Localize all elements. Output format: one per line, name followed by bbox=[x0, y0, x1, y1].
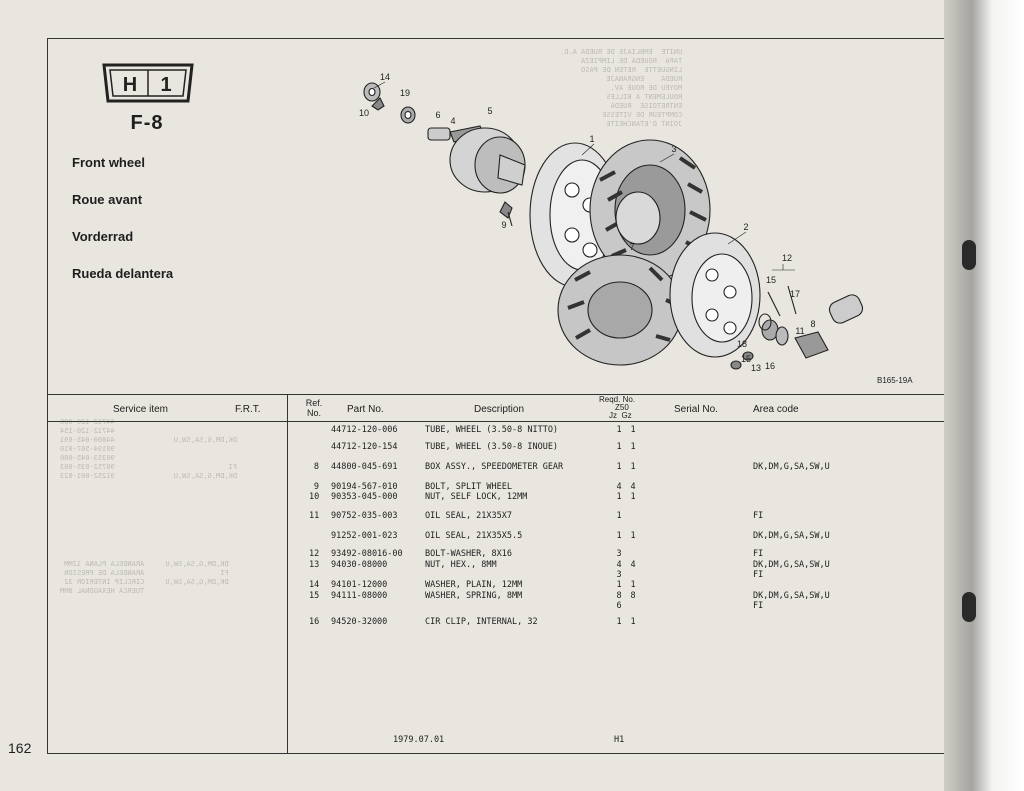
part-12-bolt bbox=[768, 292, 780, 316]
header-area-code: Area code bbox=[753, 404, 799, 415]
row-qty-jz: 1 bbox=[616, 617, 622, 627]
footer-code: H1 bbox=[614, 735, 625, 745]
callout-13: 13 bbox=[750, 363, 762, 373]
column-divider bbox=[287, 394, 288, 754]
row-qty-jz: 1 bbox=[616, 511, 622, 521]
binding-hole bbox=[962, 240, 976, 270]
row-part-no: 44712-120-006 bbox=[331, 425, 398, 435]
row-qty-jz: 6 bbox=[616, 601, 622, 611]
row-area-code: DK,DM,G,SA,SW,U bbox=[753, 560, 830, 570]
row-ref-no: 16 bbox=[309, 617, 320, 627]
row-description: NUT, HEX., 8MM bbox=[425, 560, 497, 570]
row-description: BOLT, SPLIT WHEEL bbox=[425, 482, 512, 492]
row-description: BOX ASSY., SPEEDOMETER GEAR bbox=[425, 462, 564, 472]
header-ref-no: Ref. No. bbox=[305, 398, 323, 418]
row-description: OIL SEAL, 21X35X5.5 bbox=[425, 531, 523, 541]
callout-2: 2 bbox=[743, 222, 749, 232]
row-area-code: FI bbox=[753, 549, 764, 559]
row-qty-gz: 4 bbox=[630, 482, 636, 492]
callout-5: 5 bbox=[487, 106, 493, 116]
part-9-bolt bbox=[500, 202, 512, 218]
row-part-no: 91252-001-023 bbox=[331, 531, 398, 541]
row-description: WASHER, SPRING, 8MM bbox=[425, 591, 523, 601]
callout-6: 6 bbox=[435, 110, 441, 120]
row-qty-jz: 3 bbox=[616, 549, 622, 559]
row-part-no: 90353-045-000 bbox=[331, 492, 398, 502]
table-header-rule bbox=[47, 421, 947, 422]
row-part-no: 94520-32000 bbox=[331, 617, 388, 627]
row-qty-jz: 1 bbox=[616, 531, 622, 541]
bleed-through-text: DK,DM,G,SA,SW,U ARANDELA PLANA 12MM FI ARANDELA DE PRESION DK,DM,G,SA,SW,U CIRCLIP INTERIOR 32 TUERCA HEXAGONAL 8MM bbox=[60, 560, 229, 595]
row-area-code: FI bbox=[753, 570, 764, 580]
row-qty-gz: 4 bbox=[630, 560, 636, 570]
row-ref-no: 10 bbox=[309, 492, 320, 502]
row-part-no: 94111-08000 bbox=[331, 591, 388, 601]
row-part-no: 94030-08000 bbox=[331, 560, 388, 570]
header-service-item: Service item bbox=[113, 404, 169, 415]
title-french: Roue avant bbox=[72, 192, 143, 207]
callout-3: 3 bbox=[671, 144, 677, 154]
exploded-wheel-diagram bbox=[350, 60, 930, 390]
binding-hole bbox=[962, 592, 976, 622]
table-top-rule bbox=[47, 394, 947, 395]
header-reqd-model: Z50 bbox=[615, 403, 629, 412]
row-part-no: 94101-12000 bbox=[331, 580, 388, 590]
row-ref-no: 14 bbox=[309, 580, 320, 590]
row-qty-jz: 1 bbox=[616, 462, 622, 472]
parts-table bbox=[47, 394, 947, 754]
row-qty-gz: 1 bbox=[630, 462, 636, 472]
row-area-code: DK,DM,G,SA,SW,U bbox=[753, 531, 830, 541]
callout-18: 18 bbox=[736, 339, 748, 349]
row-part-no: 44712-120-154 bbox=[331, 442, 398, 452]
row-ref-no: 8 bbox=[313, 462, 319, 472]
callout-8: 8 bbox=[810, 319, 816, 329]
row-description: TUBE, WHEEL (3.50-8 INOUE) bbox=[425, 442, 559, 452]
header-part-no: Part No. bbox=[347, 404, 384, 415]
header-frt: F.R.T. bbox=[235, 404, 261, 415]
row-qty-jz: 1 bbox=[616, 425, 622, 435]
section-code: F-8 bbox=[130, 112, 164, 134]
bleed-through-text: 44712-120-006 44712-120-154 DK,DM,G,SA,SW,U 44800-045-691 90194-567-010 90353-045-000 FI 90752-035-003 DK,DM,G,SA,SW,U 91252-001-023 bbox=[60, 418, 238, 480]
row-part-no: 90752-035-003 bbox=[331, 511, 398, 521]
book-page-edge bbox=[944, 0, 1024, 791]
row-qty-jz: 8 bbox=[616, 591, 622, 601]
part-6-spacer bbox=[428, 128, 450, 140]
title-spanish: Rueda delantera bbox=[72, 266, 174, 281]
row-qty-jz: 1 bbox=[616, 492, 622, 502]
title-english: Front wheel bbox=[72, 155, 145, 170]
figure-code: B165-19A bbox=[877, 376, 913, 385]
header-serial-no: Serial No. bbox=[674, 404, 718, 415]
callout-10: 10 bbox=[358, 108, 370, 118]
callout-7: 7 bbox=[629, 242, 635, 252]
row-qty-jz: 1 bbox=[616, 442, 622, 452]
row-description: BOLT-WASHER, 8X16 bbox=[425, 549, 512, 559]
row-part-no: 44800-045-691 bbox=[331, 462, 398, 472]
row-qty-gz: 1 bbox=[630, 492, 636, 502]
row-qty-jz: 4 bbox=[616, 482, 622, 492]
callout-9: 9 bbox=[501, 220, 507, 230]
row-description: NUT, SELF LOCK, 12MM bbox=[425, 492, 528, 502]
part-13-nut bbox=[731, 361, 741, 369]
row-qty-jz: 4 bbox=[616, 560, 622, 570]
row-qty-gz: 1 bbox=[630, 442, 636, 452]
callout-1: 1 bbox=[589, 134, 595, 144]
row-area-code: DK,DM,G,SA,SW,U bbox=[753, 462, 830, 472]
callout-15: 15 bbox=[765, 275, 777, 285]
row-qty-jz: 1 bbox=[616, 580, 622, 590]
title-german: Vorderrad bbox=[72, 229, 134, 244]
section-badge-shape bbox=[102, 61, 194, 105]
row-qty-gz: 1 bbox=[630, 425, 636, 435]
bleed-through-text: UNITE EMBLIAJE DE RUEDA A.D. TAPA ROUEDA DE LIMPIEZA LINGUETTE RETEN DE PASO RUEDA ENGRANAJE MOYEU DE ROUE AV. ROULEMENT A BILLES ENTRETOISE RUEDA COMPTEUR DE VITESSE JOINT D'ETANCHEITE bbox=[560, 48, 683, 128]
row-area-code: DK,DM,G,SA,SW,U bbox=[753, 591, 830, 601]
header-reqd-cols: Jz Gz bbox=[609, 411, 632, 420]
page-number: 162 bbox=[8, 740, 32, 756]
row-qty-jz: 3 bbox=[616, 570, 622, 580]
section-group: H bbox=[122, 74, 138, 96]
callout-11: 11 bbox=[795, 326, 805, 336]
footer-date: 1979.07.01 bbox=[393, 735, 445, 745]
part-7-tube bbox=[616, 192, 660, 244]
callout-16: 16 bbox=[764, 361, 776, 371]
part-4-sleeve bbox=[827, 292, 865, 325]
row-qty-gz: 1 bbox=[630, 531, 636, 541]
row-qty-gz: 1 bbox=[630, 617, 636, 627]
row-part-no: 90194-567-010 bbox=[331, 482, 398, 492]
row-ref-no: 15 bbox=[309, 591, 320, 601]
row-ref-no: 13 bbox=[309, 560, 320, 570]
callout-17: 17 bbox=[789, 289, 801, 299]
callout-15b: 15 bbox=[740, 354, 752, 364]
row-description: TUBE, WHEEL (3.50-8 NITTO) bbox=[425, 425, 559, 435]
section-number: 1 bbox=[160, 74, 172, 96]
header-description: Description bbox=[474, 404, 525, 415]
row-description: OIL SEAL, 21X35X7 bbox=[425, 511, 512, 521]
row-description: WASHER, PLAIN, 12MM bbox=[425, 580, 523, 590]
section-badge bbox=[102, 61, 194, 105]
header-reqd-no: Reqd. No. bbox=[599, 395, 636, 404]
callout-19: 19 bbox=[399, 88, 411, 98]
row-description: CIR CLIP, INTERNAL, 32 bbox=[425, 617, 538, 627]
row-area-code: FI bbox=[753, 601, 764, 611]
row-part-no: 93492-08016-00 bbox=[331, 549, 403, 559]
callout-4: 4 bbox=[450, 116, 456, 126]
callout-12: 12 bbox=[781, 253, 793, 263]
row-area-code: FI bbox=[753, 511, 764, 521]
row-ref-no: 9 bbox=[313, 482, 319, 492]
row-ref-no: 11 bbox=[309, 511, 320, 521]
row-ref-no: 12 bbox=[309, 549, 320, 559]
row-qty-gz: 8 bbox=[630, 591, 636, 601]
callout-14: 14 bbox=[379, 72, 391, 82]
row-qty-gz: 1 bbox=[630, 580, 636, 590]
